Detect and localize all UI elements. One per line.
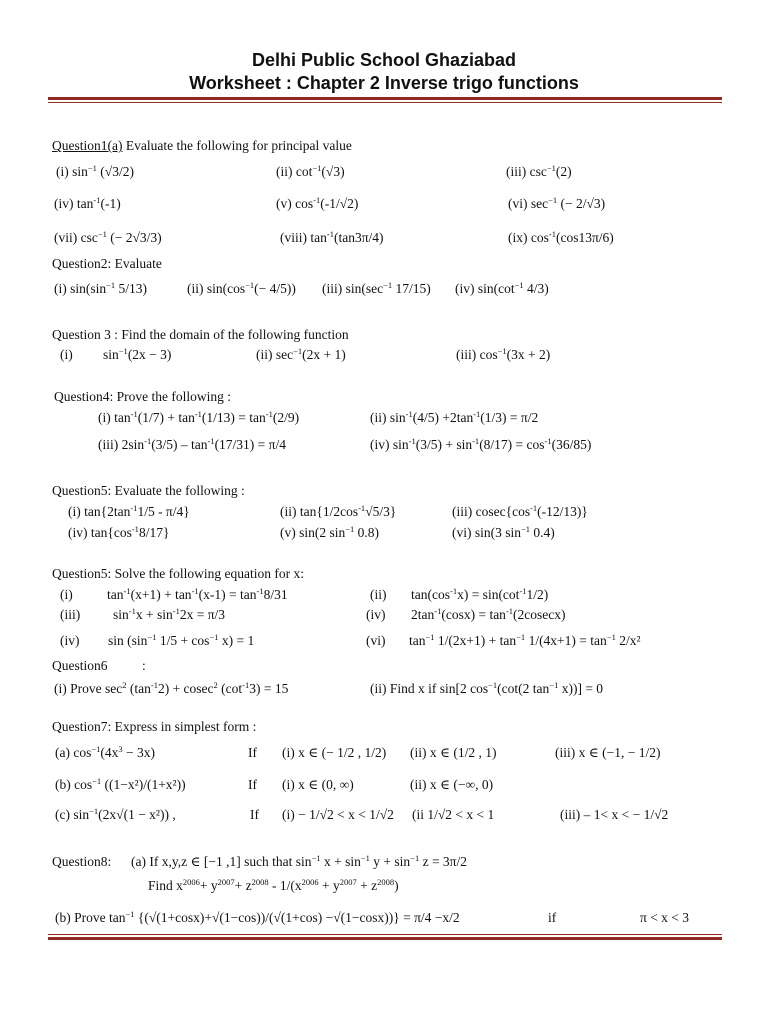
q7-a-cond-i: (i) x ∈ (− 1/2 , 1/2) <box>282 745 387 760</box>
q5a-item-v: (v) sin(2 $\sin^{-1} 0.8$) <box>280 524 380 540</box>
q4-item-i: (i) $\tan^{-1}(1/7) + \tan^{-1}(1/13) = \tan^{-1}(2/9)$ <box>98 409 300 425</box>
q2-item-ii: (ii) $\sin(\cos^{-1}(- 4/5))$ <box>187 280 296 296</box>
school-name: Delhi Public School Ghaziabad <box>251 50 517 70</box>
q8-find: Find $x^{2006}+ y^{2007}+ z^{2008} - 1/(x^{2006} + y^{2007} + z^{2008})$ <box>148 877 399 893</box>
q7-b-cond-ii: (ii) x ∈ (−∞, 0) <box>410 777 494 792</box>
q5a-item-vi: (vi) sin(3 $\sin^{-1} 0.4$) <box>452 524 555 540</box>
q5-evaluate-title: Question5: Evaluate the following : <box>52 483 245 498</box>
q5b-label-ii: (ii) <box>370 587 387 602</box>
q6-item-ii: (ii) Find x if sin[2 $\cos^{-1}(\cot(2$ $\tan^{-1} x))] = 0$ <box>370 680 604 696</box>
q2-item-i: (i) $\sin(\sin^{-1}$ 5/13) <box>54 280 148 296</box>
worksheet-title: Worksheet : Chapter 2 Inverse trigo functions <box>189 73 579 93</box>
q8-part-b: (b) Prove $\tan^{-1} \{(√(1+\cos x)+√(1-\cos))/(√(1+\cos) -√(1-\cos x))\} = \pi/4 -x/2$ <box>55 909 460 925</box>
q7-title: Question7: Express in simplest form : <box>52 719 257 734</box>
q1-heading <box>52 138 352 154</box>
q1-item-vii: (vii) $\csc^{-1}$ (− 2√3/3) <box>54 229 162 245</box>
q5a-item-i: (i) $\tan\{2\tan^{-1}1/5 - \pi/4\}$ <box>68 503 190 519</box>
q4-title: Question4: Prove the following : <box>54 389 231 404</box>
q2-title: Question2: Evaluate <box>52 256 162 271</box>
q5b-item-ii: $\tan(\cos^{-1}x) = \sin(\cot^{-1}1/2)$ <box>411 586 549 602</box>
q1-item-viii: (viii) $\tan^{-1}(\tan 3\pi/4)$ <box>280 229 384 245</box>
q3-title: Question 3 : Find the domain of the following function <box>52 327 349 342</box>
q7-c-cond-i: (i) − 1/√2 < x < 1/√2 <box>282 807 394 822</box>
q8-part-a: (a) If x,y,z ∈ [−1 ,1] such that $\sin^{-1} x + \sin^{-1} y + \sin^{-1} z = 3\pi/2$ <box>131 853 468 869</box>
header-rule-thin <box>48 102 722 103</box>
q4-item-iii: (iii) $2\sin^{-1}(3/5) - \tan^{-1}(17/31) = \pi/4$ <box>98 436 286 452</box>
q5b-item-vi: $\tan^{-1} 1/(2x+1) + \tan^{-1} 1/(4x+1) = \tan^{-1} 2/x^2$ <box>409 632 641 648</box>
q5b-item-iii: $\sin^{-1}x + \sin^{-1}2x = \pi/3$ <box>113 606 226 622</box>
q2-item-iv: (iv) $\sin(\cot^{-1}$ 4/3) <box>455 280 549 296</box>
q3-item-i: $\sin^{-1}(2x - 3)$ <box>103 346 172 362</box>
q5b-item-i: $\tan^{-1}(x+1) + \tan^{-1}(x-1) = \tan^{-1}8/31$ <box>107 586 288 602</box>
q6-colon: : <box>142 658 146 673</box>
q7-a-if: If <box>248 745 257 760</box>
q5b-label-iv: (iv) <box>366 607 386 622</box>
q1-item-ii: (ii) $\cot^{-1}(√3)$ <box>276 163 345 179</box>
q1-item-vi: (vi) $\sec^{-1}$ (− 2/√3) <box>508 195 606 211</box>
q1-item-ix: (ix) $\cos^{-1}(\cos 13\pi/6)$ <box>508 229 614 245</box>
q5b-label-iii: (iii) <box>60 607 81 622</box>
q6-title: Question6 <box>52 658 108 673</box>
q1-item-v: (v) $\cos^{-1}(-1/√2)$ <box>276 195 359 211</box>
q7-c-expr: (c) $\sin^{-1}(2x√(1 - x^2))$ , <box>55 806 176 822</box>
header-rule-thick <box>48 97 722 100</box>
q8-label: Question8: <box>52 854 112 869</box>
q6-item-i: (i) Prove $\sec^2 (\tan^{-1}2) + cosec^2$ $(\cot^{-1}3) = 15$ <box>54 680 289 696</box>
q7-a-cond-ii: (ii) x ∈ (1/2 , 1) <box>410 745 497 760</box>
q7-c-cond-ii: (ii 1/√2 < x < 1 <box>412 807 495 822</box>
q5a-item-iii: (iii) $cosec\{\cos^{-1}(-12/13)\}$ <box>452 503 588 519</box>
q3-item-ii: (ii) $\sec^{-1}(2x + 1)$ <box>256 346 346 362</box>
q7-b-if: If <box>248 777 257 792</box>
q1-item-iii: (iii) $\csc^{-1}(2)$ <box>506 163 572 179</box>
q7-b-cond-i: (i) x ∈ (0, ∞) <box>282 777 354 792</box>
q1-label: Question1(a) <box>52 138 123 153</box>
q7-c-if: If <box>250 807 259 822</box>
q5-solve-title: Question5: Solve the following equation for x: <box>52 566 304 581</box>
q1-item-iv: (iv) $\tan^{-1}(-1)$ <box>54 195 121 211</box>
q5b-item-v: $\sin (\sin^{-1}$ $1/5 + \cos^{-1} x) = 1$ <box>108 632 255 648</box>
q5b-item-iv: $2\tan^{-1}(\cos x) = \tan^{-1}(2cosecx)$ <box>411 606 566 622</box>
q5a-item-ii: (ii) $\tan\{1/2\cos^{-1}√5/3\}$ <box>280 503 397 519</box>
q5b-label-i: (i) <box>60 587 73 602</box>
q3-item-i-label: (i) <box>60 347 73 362</box>
q7-b-expr: (b) $\cos^{-1} ((1-x^2)/(1+x^2))$ <box>55 776 186 792</box>
footer-rule-thin <box>48 934 722 935</box>
q1-item-i: (i) $\sin^{-1} (√3/2)$ <box>56 163 134 179</box>
q8-if: if <box>548 910 557 925</box>
q4-item-iv: (iv) $\sin^{-1}(3/5) + \sin^{-1}(8/17) = \cos^{-1}(36/85)$ <box>370 436 592 452</box>
q7-c-cond-iii: (iii) – 1< x < − 1/√2 <box>560 807 669 822</box>
footer-rule-thick <box>48 937 722 940</box>
q1-title: Evaluate the following for principal value <box>125 138 352 153</box>
q7-a-cond-iii: (iii) x ∈ (−1, − 1/2) <box>555 745 661 760</box>
q7-a-expr: (a) $\cos^{-1}(4x^3 - 3x)$ <box>55 744 156 760</box>
q8-condition: π < x < 3 <box>640 910 690 925</box>
q4-item-ii: (ii) $\sin^{-1}(4/5) +2\tan^{-1}(1/3) = \pi/2$ <box>370 409 539 425</box>
q5b-label-v: (iv) <box>60 633 80 648</box>
q2-item-iii: (iii) $\sin(\sec^{-1}$ 17/15) <box>322 280 431 296</box>
q5a-item-iv: (iv) $\tan\{\cos^{-1}8/17\}$ <box>68 524 170 540</box>
q3-item-iii: (iii) $\cos^{-1}(3x + 2)$ <box>456 346 551 362</box>
q5b-label-vi: (vi) <box>366 633 386 648</box>
